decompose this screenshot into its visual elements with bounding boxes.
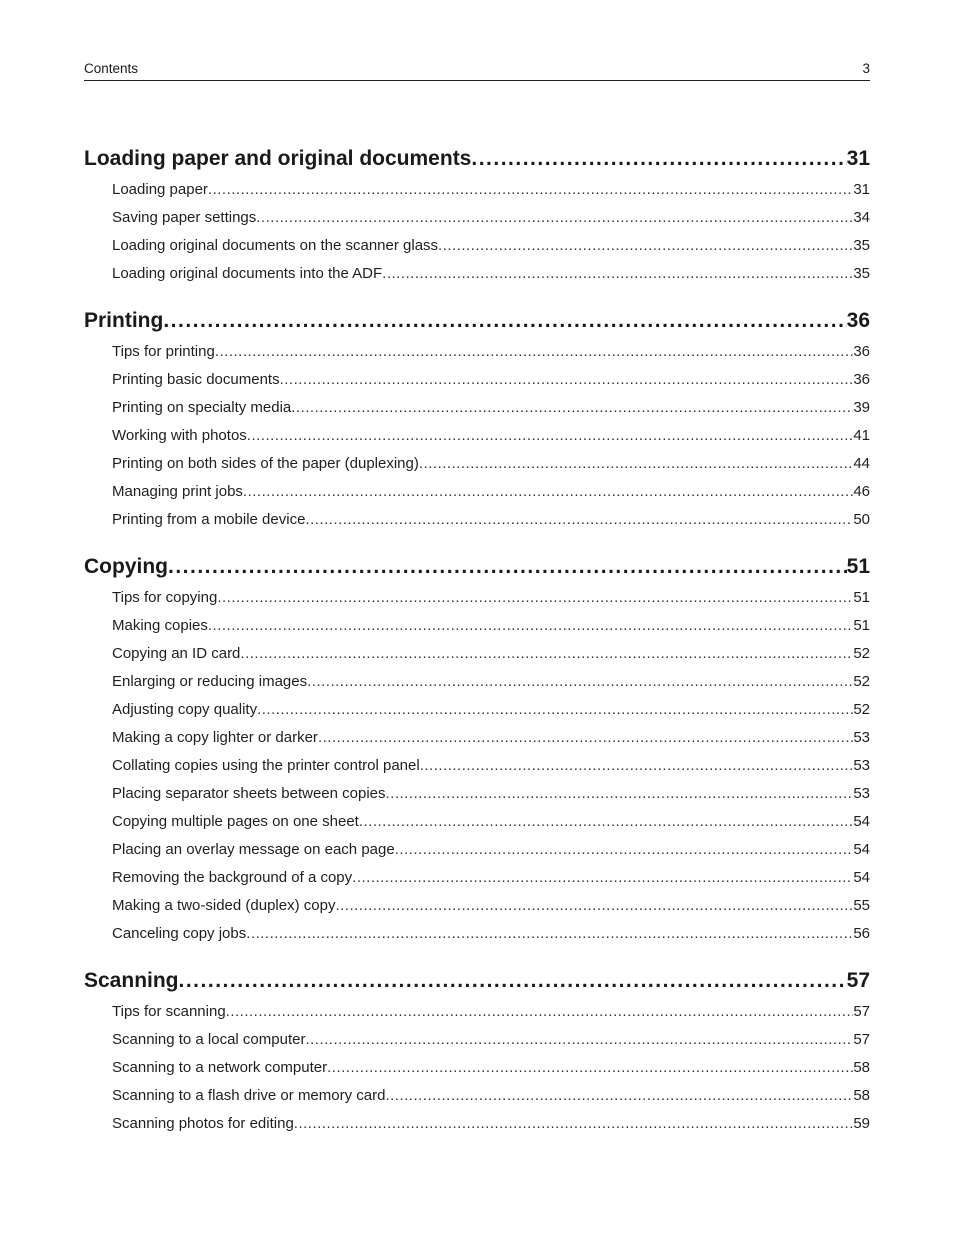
entry-page: 52 — [853, 701, 870, 718]
entry-page: 36 — [853, 343, 870, 360]
entry-label: Tips for scanning — [112, 1003, 226, 1020]
page-header — [84, 60, 870, 81]
dot-leader — [247, 422, 854, 450]
entry-label: Scanning to a local computer — [112, 1031, 306, 1048]
chapter-page: 31 — [846, 147, 870, 170]
entry-page: 55 — [853, 897, 870, 914]
toc-entry[interactable] — [84, 752, 870, 780]
entry-label: Placing separator sheets between copies — [112, 785, 386, 802]
entry-label: Managing print jobs — [112, 483, 243, 500]
dot-leader — [395, 836, 854, 864]
toc-entry[interactable] — [84, 450, 870, 478]
entry-page: 52 — [853, 673, 870, 690]
entry-page: 39 — [853, 399, 870, 416]
toc-entry[interactable] — [84, 422, 870, 450]
entry-label: Scanning to a flash drive or memory card — [112, 1087, 386, 1104]
toc-entry[interactable] — [84, 1054, 870, 1082]
toc-entry[interactable] — [84, 892, 870, 920]
dot-leader — [359, 808, 853, 836]
entry-label: Loading original documents on the scanner glass — [112, 237, 439, 254]
dot-leader — [352, 864, 853, 892]
entry-page: 54 — [853, 841, 870, 858]
chapter-title: Copying — [84, 555, 168, 578]
entry-label: Tips for copying — [112, 589, 218, 606]
toc-entry[interactable] — [84, 920, 870, 948]
toc-entry[interactable] — [84, 584, 870, 612]
entry-page: 56 — [853, 925, 870, 942]
dot-leader — [257, 696, 853, 724]
chapter-page: 51 — [846, 555, 870, 578]
toc-entry[interactable] — [84, 232, 870, 260]
chapter-title: Loading paper and original documents — [84, 147, 472, 170]
toc-entry[interactable] — [84, 1110, 870, 1138]
dot-leader — [471, 142, 846, 176]
dot-leader — [305, 506, 853, 534]
entry-label: Saving paper settings — [112, 209, 257, 226]
dot-leader — [215, 338, 853, 366]
chapter-heading[interactable] — [84, 304, 870, 338]
dot-leader — [280, 366, 854, 394]
entry-label: Loading paper — [112, 181, 208, 198]
dot-leader — [163, 304, 846, 338]
dot-leader — [438, 232, 853, 260]
dot-leader — [291, 394, 853, 422]
chapter-page: 36 — [846, 309, 870, 332]
entry-page: 35 — [853, 237, 870, 254]
header-page-number: 3 — [862, 61, 870, 76]
entry-label: Making a two-sided (duplex) copy — [112, 897, 336, 914]
toc-entry[interactable] — [84, 506, 870, 534]
toc-entry[interactable] — [84, 366, 870, 394]
entry-page: 54 — [853, 813, 870, 830]
entry-label: Collating copies using the printer control panel — [112, 757, 420, 774]
dot-leader — [327, 1054, 853, 1082]
toc-entry[interactable] — [84, 696, 870, 724]
entry-page: 41 — [853, 427, 870, 444]
toc-entry[interactable] — [84, 394, 870, 422]
entry-page: 50 — [853, 511, 870, 528]
toc-entry[interactable] — [84, 612, 870, 640]
dot-leader — [382, 260, 853, 288]
entry-page: 57 — [853, 1003, 870, 1020]
entry-label: Copying multiple pages on one sheet — [112, 813, 359, 830]
toc-entry[interactable] — [84, 1026, 870, 1054]
toc-entry[interactable] — [84, 780, 870, 808]
toc-entry[interactable] — [84, 1082, 870, 1110]
chapter-title: Scanning — [84, 969, 179, 992]
dot-leader — [307, 668, 853, 696]
dot-leader — [256, 204, 853, 232]
entry-label: Printing on specialty media — [112, 399, 292, 416]
entry-page: 51 — [853, 617, 870, 634]
toc-entry[interactable] — [84, 668, 870, 696]
chapter-title: Printing — [84, 309, 164, 332]
dot-leader — [208, 176, 853, 204]
toc-section-loading — [84, 142, 870, 288]
entry-label: Enlarging or reducing images — [112, 673, 308, 690]
toc-entry[interactable] — [84, 260, 870, 288]
dot-leader — [385, 1082, 853, 1110]
entry-page: 46 — [853, 483, 870, 500]
dot-leader — [243, 478, 853, 506]
entry-label: Printing basic documents — [112, 371, 280, 388]
dot-leader — [335, 892, 853, 920]
entry-page: 31 — [853, 181, 870, 198]
chapter-heading[interactable] — [84, 550, 870, 584]
dot-leader — [179, 964, 847, 998]
table-of-contents — [84, 142, 870, 1154]
entry-page: 54 — [853, 869, 870, 886]
dot-leader — [208, 612, 853, 640]
toc-section-copying — [84, 550, 870, 948]
entry-page: 36 — [853, 371, 870, 388]
entry-page: 51 — [853, 589, 870, 606]
dot-leader — [294, 1110, 854, 1138]
chapter-page: 57 — [846, 969, 870, 992]
entry-label: Making copies — [112, 617, 208, 634]
entry-page: 58 — [853, 1059, 870, 1076]
dot-leader — [419, 450, 853, 478]
dot-leader — [318, 724, 853, 752]
toc-entry[interactable] — [84, 176, 870, 204]
entry-label: Copying an ID card — [112, 645, 241, 662]
entry-label: Placing an overlay message on each page — [112, 841, 395, 858]
toc-section-scanning — [84, 964, 870, 1138]
entry-label: Scanning to a network computer — [112, 1059, 328, 1076]
toc-entry[interactable] — [84, 204, 870, 232]
entry-label: Removing the background of a copy — [112, 869, 353, 886]
toc-entry[interactable] — [84, 338, 870, 366]
entry-page: 34 — [853, 209, 870, 226]
entry-label: Loading original documents into the ADF — [112, 265, 383, 282]
entry-page: 52 — [853, 645, 870, 662]
dot-leader — [420, 752, 854, 780]
dot-leader — [246, 920, 853, 948]
chapter-heading[interactable] — [84, 142, 870, 176]
entry-page: 53 — [853, 757, 870, 774]
dot-leader — [305, 1026, 853, 1054]
entry-page: 53 — [853, 785, 870, 802]
dot-leader — [168, 550, 847, 584]
entry-label: Tips for printing — [112, 343, 215, 360]
toc-entry[interactable] — [84, 478, 870, 506]
toc-entry[interactable] — [84, 640, 870, 668]
entry-label: Scanning photos for editing — [112, 1115, 294, 1132]
entry-label: Printing from a mobile device — [112, 511, 306, 528]
entry-page: 57 — [853, 1031, 870, 1048]
entry-page: 35 — [853, 265, 870, 282]
entry-page: 58 — [853, 1087, 870, 1104]
chapter-heading[interactable] — [84, 964, 870, 998]
toc-section-printing — [84, 304, 870, 534]
entry-label: Printing on both sides of the paper (duplexing) — [112, 455, 419, 472]
dot-leader — [240, 640, 853, 668]
entry-label: Making a copy lighter or darker — [112, 729, 318, 746]
entry-page: 59 — [853, 1115, 870, 1132]
entry-page: 53 — [853, 729, 870, 746]
entry-label: Adjusting copy quality — [112, 701, 258, 718]
entry-label: Canceling copy jobs — [112, 925, 247, 942]
toc-entry[interactable] — [84, 864, 870, 892]
entry-page: 44 — [853, 455, 870, 472]
toc-entry[interactable] — [84, 836, 870, 864]
dot-leader — [217, 584, 853, 612]
dot-leader — [226, 998, 854, 1026]
toc-entry[interactable] — [84, 998, 870, 1026]
dot-leader — [386, 780, 854, 808]
toc-entry[interactable] — [84, 808, 870, 836]
entry-label: Working with photos — [112, 427, 247, 444]
toc-entry[interactable] — [84, 724, 870, 752]
header-title: Contents — [84, 61, 139, 76]
